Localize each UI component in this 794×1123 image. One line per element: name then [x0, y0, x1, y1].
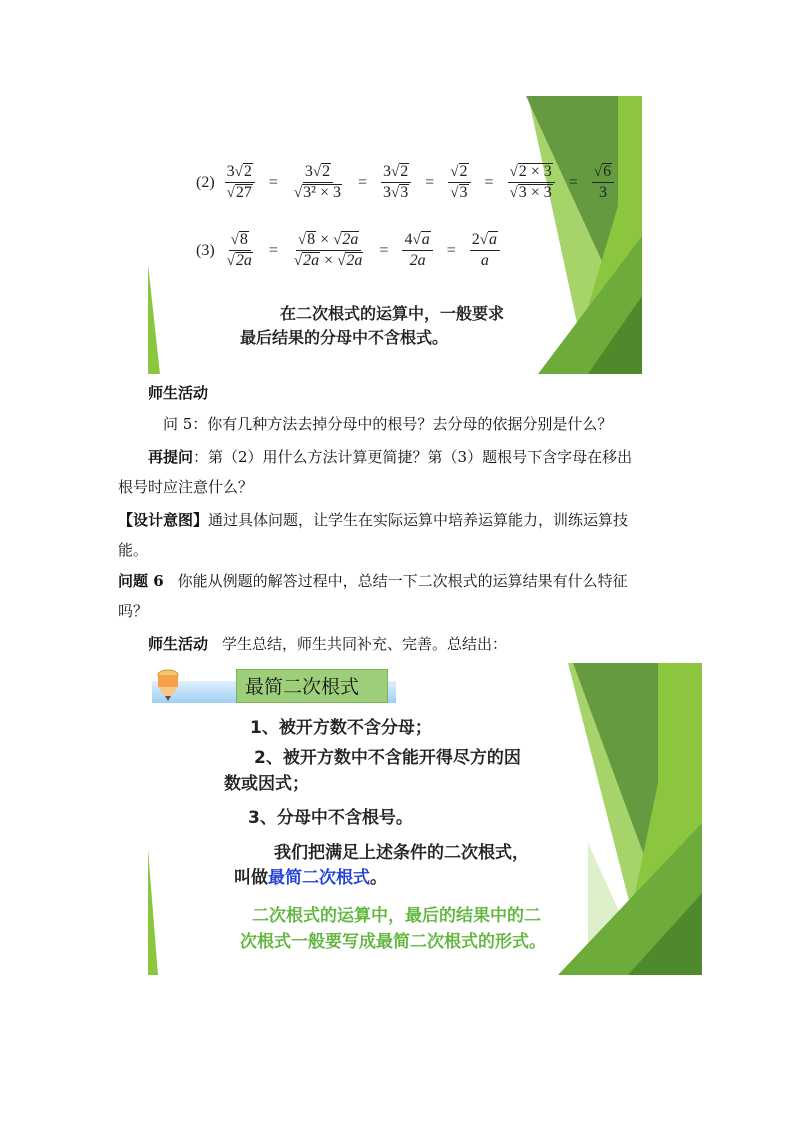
question-6-line — [118, 570, 628, 592]
reask-line — [148, 446, 632, 468]
definition-line-2: 叫做最简二次根式。 — [234, 868, 387, 888]
reask-continuation: 根号时应注意什么？ — [118, 478, 254, 496]
slide-radical-examples — [148, 96, 642, 374]
reask-text: ：第（2）用什么方法计算更简捷？第（3）题根号下含字母在移出 — [193, 448, 633, 466]
condition-2-line-2: 数或因式； — [224, 774, 309, 794]
definition-line-1: 我们把满足上述条件的二次根式， — [274, 843, 529, 863]
design-intent-line — [118, 509, 628, 531]
question-6-label: 问题 6 — [118, 572, 164, 590]
activity-text: 学生总结，师生共同补充、完善。总结出： — [222, 635, 508, 653]
activity-label: 师生活动 — [148, 635, 209, 653]
note-line-1: 在二次根式的运算中，一般要求 — [280, 304, 505, 323]
condition-1: 1、被开方数不含分母； — [250, 718, 432, 738]
question-5: 问 5：你有几种方法去掉分母中的根号？去分母的依据分别是什么？ — [163, 415, 613, 433]
activity-summary-line — [148, 633, 507, 655]
condition-3: 3、分母中不含根号。 — [248, 808, 413, 828]
reask-label: 再提问 — [148, 448, 194, 466]
conclusion-line-2: 次根式一般要写成最简二次根式的形式。 — [240, 932, 546, 952]
slide-title: 最简二次根式 — [236, 669, 388, 703]
equation-3: (3) $\frac{√8}{√2a}$ = $\frac{√8 \times √2a}{√2a \times √2a}$ = $\frac{4√a}{2a}$ = $\frac{2√a}{a}$ — [196, 230, 503, 271]
slide-simplest-radical — [148, 663, 702, 975]
note-line-2: 最后结果的分母中不含根式。 — [240, 328, 449, 347]
term-simplest-radical: 最简二次根式 — [268, 868, 370, 888]
question-6-continuation: 吗？ — [118, 602, 149, 620]
design-intent-continuation: 能。 — [118, 541, 149, 559]
equation-2: (2) $\frac{3√2}{√27}$ = $\frac{3√2}{\text{√3² × 3}}$ = $\frac{3√2}{3√3}$ = $\frac{√2}{√3}$ = $\frac{√2 \times 3}{√3 \times 3}$ = $\frac{√6}{3}$ — [196, 162, 617, 203]
design-intent-label: 【设计意图】 — [118, 511, 209, 529]
pencil-icon — [152, 667, 184, 703]
question-6-text: 你能从例题的解答过程中，总结一下二次根式的运算结果有什么特征 — [177, 572, 628, 590]
conclusion-line-1: 二次根式的运算中，最后的结果中的二 — [252, 906, 541, 926]
heading-teacher-student-activity: 师生活动 — [148, 384, 209, 402]
condition-2-line-1: 2、被开方数中不含能开得尽方的因 — [254, 748, 521, 768]
design-intent-text: 通过具体问题，让学生在实际运算中培养运算能力，训练运算技 — [208, 511, 629, 529]
